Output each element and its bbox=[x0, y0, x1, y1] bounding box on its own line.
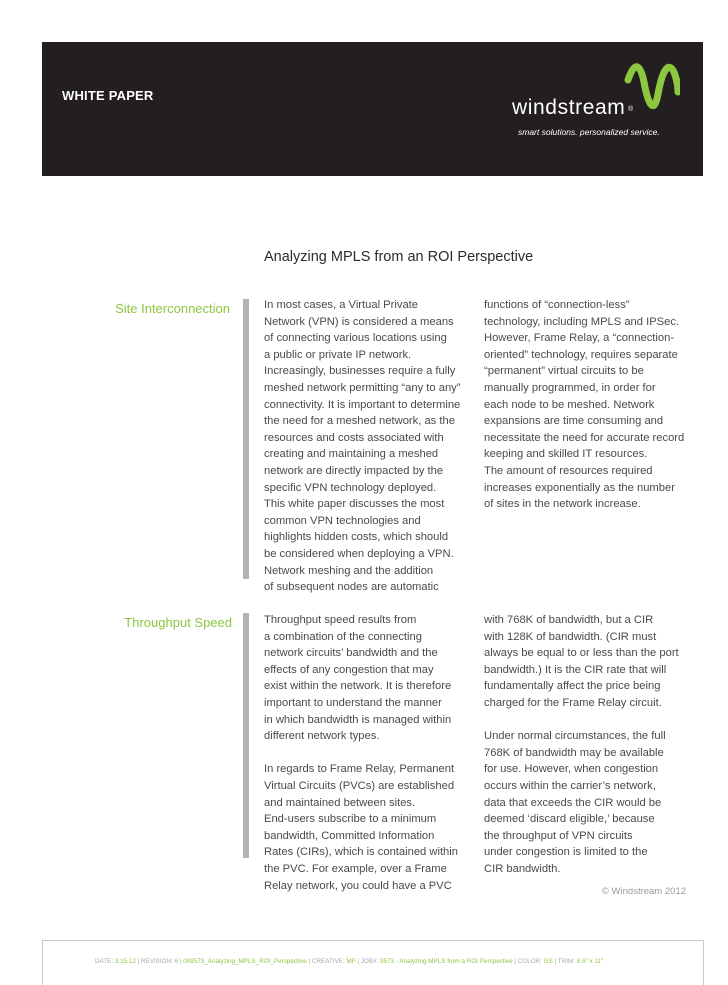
section-heading-throughput-speed: Throughput Speed bbox=[124, 615, 232, 630]
section-divider-bar bbox=[243, 613, 249, 858]
meta-label: - bbox=[395, 958, 398, 965]
print-metadata-box bbox=[42, 940, 704, 985]
windstream-logo bbox=[512, 58, 692, 148]
section-1-left-column bbox=[264, 297, 474, 596]
section-2-left-column bbox=[264, 612, 474, 894]
meta-label: | JOB#: bbox=[357, 958, 379, 965]
meta-label: | bbox=[179, 958, 182, 965]
logo-tagline: smart solutions. personalized service. bbox=[518, 127, 660, 137]
logo-registered-mark: ® bbox=[628, 106, 634, 113]
paragraph: In most cases, a Virtual Private Network (VPN) is considered a means of connecting various locations using a public or private IP network. Increasingly, businesses require a fully meshed network permitting “any to any” connectivity. It is important to determine the need for a meshed network, as the resources and costs associated with creating and maintaining a meshed network are directly impacted by the specific VPN technology deployed. This white paper discusses the most common VPN technologies and highlights hidden costs, which should be considered when deploying a VPN. Network meshing and the addition of subsequent nodes are automatic bbox=[264, 299, 461, 594]
document-title: Analyzing MPLS from an ROI Perspective bbox=[264, 249, 534, 265]
paragraph: with 768K of bandwidth, but a CIR with 128K of bandwidth. (CIR must always be equal to or less than the port bandwidth.) It is the CIR rate that will fundamentally affect the price being charged for the Frame Relay circuit. bbox=[484, 614, 679, 709]
meta-value: 9573 bbox=[379, 958, 394, 965]
header-banner bbox=[42, 42, 703, 176]
meta-value: 8.5" x 11" bbox=[576, 958, 604, 965]
meta-label: | COLOR: bbox=[514, 958, 542, 965]
document-type-label: WHITE PAPER bbox=[62, 88, 154, 103]
paragraph: Throughput speed results from a combination of the connecting network circuits’ bandwidth and the effects of any congestion that may exist within the network. It is therefore important to understand the manner in which bandwidth is managed within different network types. bbox=[264, 614, 452, 743]
meta-value: 009573_Analyzing_MPLS_ROI_Perspective bbox=[183, 958, 307, 965]
meta-value: Analyzing MPLS from a ROI Perspective bbox=[399, 958, 513, 965]
section-divider-bar bbox=[243, 299, 249, 579]
meta-value: GS bbox=[543, 958, 553, 965]
paragraph: Under normal circumstances, the full 768K of bandwidth may be available for use. However, when congestion occurs within the carrier’s network, data that exceeds the CIR would be deemed ‘discard eligible,’ because the throughput of VPN circuits under congestion is limited to the CIR bandwidth. bbox=[484, 730, 666, 875]
meta-label: | REVISION: bbox=[137, 958, 173, 965]
meta-value: MF bbox=[346, 958, 356, 965]
section-heading-site-interconnection: Site Interconnection bbox=[115, 301, 230, 316]
logo-wordmark: windstream bbox=[512, 96, 626, 119]
paragraph: In regards to Frame Relay, Permanent Virtual Circuits (PVCs) are established and maintained between sites. End-users subscribe to a minimum bandwidth, Committed Information Rates (CIRs), which is contained within the PVC. For example, over a Frame Relay network, you could have a PVC bbox=[264, 763, 458, 892]
meta-label: | TRIM: bbox=[554, 958, 575, 965]
meta-label: | CREATIVE: bbox=[308, 958, 345, 965]
copyright-notice: © Windstream 2012 bbox=[601, 886, 686, 897]
section-1-right-column bbox=[484, 297, 694, 513]
meta-label: DATE: bbox=[95, 958, 114, 965]
section-2-right-column bbox=[484, 612, 694, 878]
meta-value: 6 bbox=[174, 958, 179, 965]
paragraph: functions of “connection-less” technology, including MPLS and IPSec. However, Frame Relay, a “connection- oriented” technology, requires separate “permanent” virtual circuits to be manually programmed, in order for each node to be meshed. Network expansions are time consuming and necessitate the need for accurate record keeping and skilled IT resources. The amount of resources required increases exponentially as the number of sites in the network increase. bbox=[484, 299, 685, 511]
meta-value: 3.15.12 bbox=[114, 958, 136, 965]
print-metadata-line bbox=[95, 958, 603, 965]
